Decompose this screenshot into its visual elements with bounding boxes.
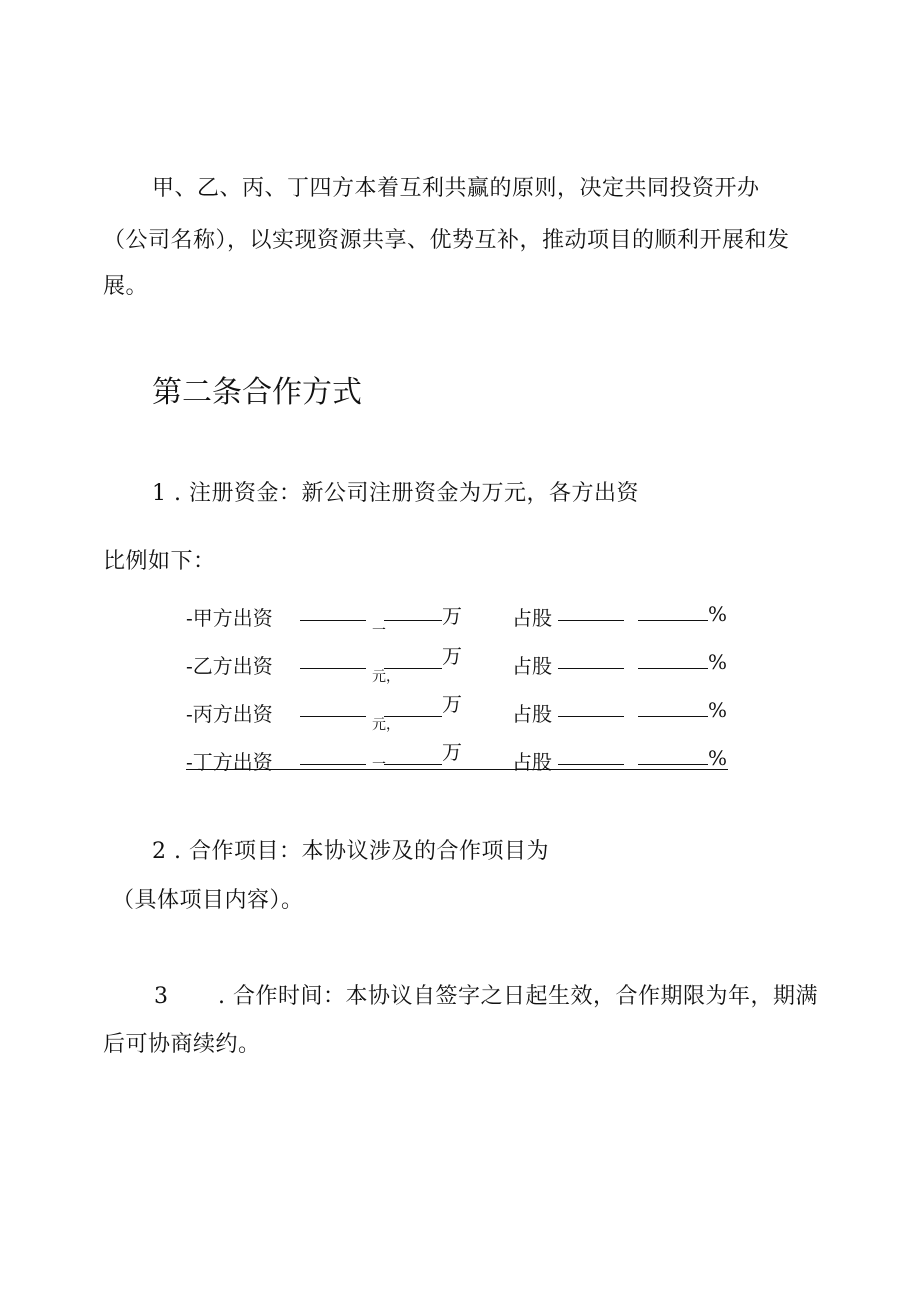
unit-label: 万 (442, 604, 462, 628)
percent-blank (638, 648, 708, 669)
unit-fragment: 一 (372, 757, 386, 773)
share-blank (558, 648, 624, 669)
share-blank (558, 744, 624, 765)
item1-line-2: 比例如下： (103, 549, 216, 574)
table-row (186, 740, 728, 778)
percent-sign: % (708, 698, 728, 722)
amount-blank (300, 648, 366, 669)
table-bottom-rule (186, 769, 728, 770)
intro-line-1: 甲、乙、丙、丁四方本着互利共赢的原则，决定共同投资开办 (152, 176, 760, 201)
share-label: 占股 (512, 606, 552, 630)
item2-line-2: （具体项目内容）。 (112, 888, 304, 913)
item3-line-2: 后可协商续约。 (103, 1032, 261, 1057)
table-row (186, 692, 728, 733)
section-title: 第二条合作方式 (152, 375, 362, 410)
intro-line-3: 展。 (103, 274, 149, 299)
party-label: -乙方出资 (186, 654, 273, 678)
amount-blank (300, 744, 366, 765)
item3-number: 3 (154, 984, 169, 1009)
party-label: -甲方出资 (186, 606, 273, 630)
amount-blank-2 (384, 600, 442, 621)
share-blank (558, 696, 624, 717)
item3-line-1: . 合作时间：本协议自签字之日起生效，合作期限为年，期满 (218, 984, 818, 1009)
share-label: 占股 (512, 654, 552, 678)
percent-blank (638, 600, 708, 621)
unit-fragment: 元， (372, 717, 400, 733)
table-row (186, 644, 728, 685)
unit-fragment: 元， (372, 669, 400, 685)
share-blank (558, 600, 624, 621)
unit-fragment: 一 (372, 623, 386, 639)
share-label: 占股 (512, 750, 552, 774)
amount-blank (300, 600, 366, 621)
unit-label: 万 (442, 692, 462, 716)
amount-blank (300, 696, 366, 717)
unit-label: 万 (442, 740, 462, 764)
share-label: 占股 (512, 702, 552, 726)
table-row (186, 600, 728, 639)
percent-blank (638, 696, 708, 717)
party-label: -丁方出资 (186, 750, 273, 774)
unit-label: 万 (442, 644, 462, 668)
percent-sign: % (708, 602, 728, 626)
percent-blank (638, 744, 708, 765)
amount-blank-2 (384, 744, 442, 765)
item2-line-1: 2 . 合作项目：本协议涉及的合作项目为 (152, 839, 549, 864)
percent-sign: % (708, 650, 728, 674)
intro-line-2: （公司名称），以实现资源共享、优势互补，推动项目的顺利开展和发 (103, 228, 790, 253)
party-label: -丙方出资 (186, 702, 273, 726)
item1-line-1: 1 . 注册资金：新公司注册资金为万元，各方出资 (152, 481, 639, 506)
percent-sign: % (708, 746, 728, 770)
